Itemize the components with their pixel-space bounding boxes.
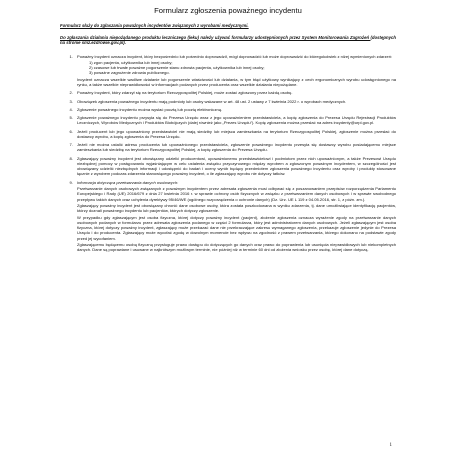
data-processing-paragraph: Zgłaszający poważny incydent jest obowiązany chronić dane osobowe osoby, która została poszkodowana w wyniku zdarzenia, tj. dane umożliwiające identyfikację pacjentów, którzy doznali poważnego incydentu lub pacjentów, których dotyczy zgłoszenie. xyxy=(77,203,396,214)
sublist-item: 2) czasowe lub trwałe poważne pogorszenie stanu zdrowia pacjenta, użytkownika lub innej osoby; xyxy=(89,64,265,70)
notice-text-source: (dostępnych na stronie smz.ezdrowie.gov.pl). xyxy=(60,35,396,46)
notice-text-main: Do zgłaszania działania niepożądanego produktu leczniczego (leku) należy używać formularzy udostępnionych przez System Monitorowania Zagrożeń xyxy=(60,35,371,41)
list-item xyxy=(74,180,396,253)
list-item: 6. Jeżeli producent lub jego upoważniony przedstawiciel nie mają siedziby lub miejsca zamieszkania na terytorium Rzeczypospolitej Polskiej, zgłoszenie można przesłać do dostawcy wyrobu, a kopię zgłoszenia do Prezesa Urzędu. xyxy=(74,129,396,139)
list-item: 3. Obowiązek zgłoszenia poważnego incydentu mają podmioty lub osoby wskazane w art. 48 ust. 2 ustawy z 7 kwietnia 2022 r. o wyrobach medycznych. xyxy=(74,99,396,104)
page-number: 1 xyxy=(389,443,392,448)
list-item: 7. Jeżeli nie można ustalić adresu producenta lub upoważnionego przedstawiciela, zgłoszenie poważnego incydentu przesyła się dostawcy wyrobu posiadającemu miejsce zamieszkania lub siedzibę na terytorium Rzeczypospolitej Polskiej, a kopię zgłoszenia do Prezesa Urzędu. xyxy=(74,142,396,152)
item-9-title: Informacja dotycząca przetwarzania danych osobowych: xyxy=(77,179,179,185)
sublist-item: 1) zgon pacjenta, użytkownika lub innej osoby; xyxy=(89,59,173,65)
data-processing-paragraph: Przetwarzanie danych osobowych związanych z poważnym incydentem przez adresata zgłoszenia musi odbywać się z poszanowaniem przepisów rozporządzenia Parlamentu Europejskiego i Rady (UE) 2016/679 z dnia 27 kwietnia 2016 r. w sprawie ochrony osób fizycznych w związku z przetwarzaniem danych osobowych i w sprawie swobodnego przepływu takich danych oraz uchylenia dyrektywy 95/46/WE (ogólnego rozporządzenia o ochronie danych) (Dz. Urz. UE L 119 z 04.05.2016, str. 1, z późn. zm.). xyxy=(77,186,396,202)
sublist-item: 3) poważne zagrożenie zdrowia publicznego. xyxy=(89,70,170,76)
item-1-text: Poważny incydent oznacza incydent, który bezpośrednio lub pośrednio doprowadził, mógł doprowadzić lub może doprowadzić do któregokolwiek z niżej wymienionych zdarzeń: xyxy=(77,53,393,59)
list-item xyxy=(74,54,396,87)
list-item: 2. Poważny incydent, który zdarzył się na terytorium Rzeczypospolitej Polskiej, może zostać zgłoszony przez każdą osobę. xyxy=(74,90,396,95)
data-processing-paragraph: W przypadku gdy zgłaszającym jest osoba fizyczna, której dotyczy poważny incydent (pacjent), złożenie zgłoszenia oznacza wyrażenie zgody na przetwarzanie danych osobowych podanych w formularzu przez adresata zgłoszenia podanego w części 2 formularza, który jest administratorem danych osobowych. Jeżeli zgłaszającym jest osoba fizyczna, której dotyczy poważny incydent, zgłaszający może przekazać dane nie przekraczające zakresu wymaganego zgłoszenia, przekazuje zgłoszenie jedynie do Prezesa Urzędu i do producenta. Zgłaszający może wycofać zgodę w dowolnym momencie bez wpływu na zgodność z prawem przetwarzania, którego dokonano na podstawie zgody przed jej wycofaniem. xyxy=(77,215,396,241)
data-processing-paragraph: Zgłaszającemu będącemu osobą fizyczną przysługuje prawo dostępu do dotyczących go danych oraz prawo do poprawienia lub usunięcia nieprawidłowych lub niekompletnych danych. Dane są poprawiane i usuwane w najkrótszym możliwym terminie, nie później niż w terminie 60 dni od złożenia wniosku przez osobę, której dane dotyczą. xyxy=(77,242,396,253)
notice-text xyxy=(60,35,396,45)
document-title: Formularz zgłoszenia poważnego incydentu xyxy=(154,6,302,15)
intro-text: Formularz służy do zgłaszania poważnych incydentów związanych z wyrobami medycznymi. xyxy=(60,23,249,28)
list-item: 4. Zgłoszenie poważnego incydentu można wysłać pocztą lub pocztą elektroniczną. xyxy=(74,107,396,112)
list-item: 8. Zgłaszający poważny incydent jest obowiązany udzielić producentowi, upoważnionemu przedstawicielowi i podmiotom przez nich upoważnionym, a także Prezesowi Urzędu niezbędnej pomocy w postępowaniu wyjaśniającym w celu ustalenia związku przyczynowego między wyrobem a zgłoszonym poważnym incydentem, w szczególności jest obowiązany udzielić niezbędnych informacji i udostępnić do badań i oceny wyrób będący przedmiotem zgłoszenia poważnego incydentu oraz wyroby i produkty stosowane łącznie z wyrobem podczas zdarzenia stanowiącego poważny incydent, o ile zgłaszający wyrobu nie dotyczy tatków. xyxy=(74,156,396,177)
list-item: 5. Zgłoszenie poważnego incydentu przysyła się do Prezesa Urzędu wraz z jego upoważnieniem przedstawiciela, a kopię zgłoszenia do Prezesa Urzędu Rejestracji Produktów Leczniczych, Wyrobów Medycznych i Produktów Biobójczych (dalej również jako „Prezes Urzędu”). Kopię zgłoszenia można przesłać na adres incydenty@urpl.gov.pl. xyxy=(74,115,396,125)
instructions-list xyxy=(60,54,396,253)
event-sublist xyxy=(77,60,396,75)
item-1-note: Incydent oznacza wszelkie wadliwe działanie lub pogorszenie właściwości lub działania, w tym błąd użytkowy wynikający z cech ergonomicznych wyrobu udostępnionego na rynku, a także wszelkie nieprawidłowości w informacjach podanych przez producenta oraz wszelkie działania niepożądane. xyxy=(77,76,396,87)
